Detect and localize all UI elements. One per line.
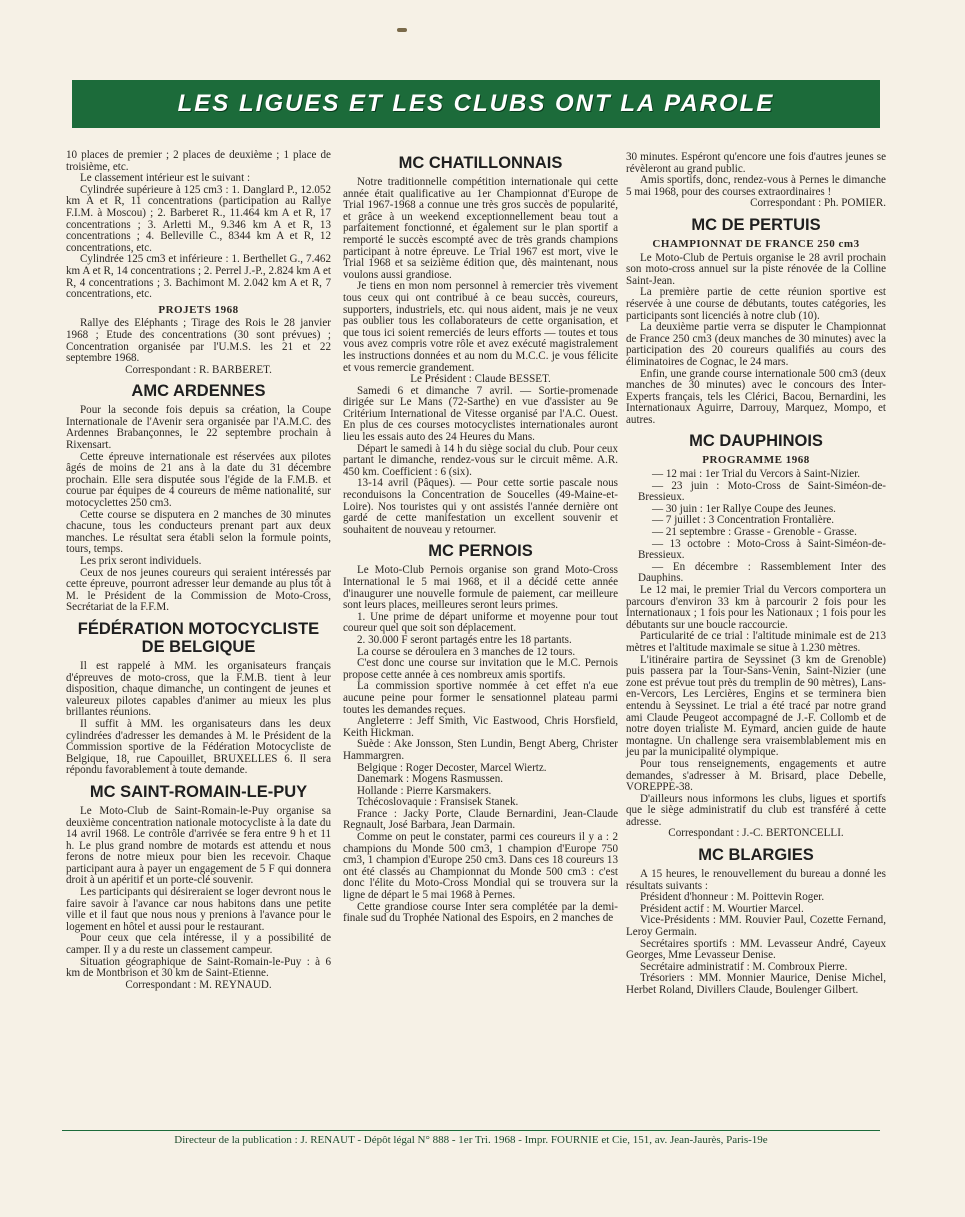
paragraph: Le Moto-Club de Pertuis organise le 28 avril prochain son moto-cross annuel sur la piste rénovée de la Colline Saint-Jean.: [626, 251, 886, 287]
paragraph: L'itinéraire partira de Seyssinet (3 km de Grenoble) puis passera par la Tour-Sans-Venin, Saint-Nizier (une zone est prévue tout près du tremplin de 90 mètres), Lans-en-Vercors, Les Lercières, Engins et se terminera bien entendu à Seyssinet. Le trial a été tracé par notre grand ami Claude Peugeot accompagné de J.-F. Collomb et de notre doyen trialiste M. Eymard, ancien guide de haute montagne. Un challenge sera vraisemblablement mis en jeu par la municipalité olympique.: [626, 653, 886, 759]
paragraph: Cylindrée supérieure à 125 cm3 : 1. Danglard P., 12.052 km A et R, 11 concentrations (participation au Rallye F.I.M. à Moscou) ; 2. Barberet R., 11.464 km A et R, 17 concentrations ; 3. Arletti M., 9.346 km A et R, 13 concentrations ; 4. Belleville C., 8344 km A et R, 12 concentrations, etc.: [66, 183, 331, 254]
rider-list-item: Danemark : Mogens Rasmussen.: [357, 773, 504, 786]
paragraph: 1. Une prime de départ uniforme et moyenne pour tout coureur quel que soit son déplacement.: [343, 610, 618, 635]
paragraph: La première partie de cette réunion sportive est réservée à une course de débutants, toutes catégories, les participants sont licenciés à notre club (10).: [626, 286, 886, 322]
paragraph: Cylindrée 125 cm3 et inférieure : 1. Berthellet G., 7.462 km A et R, 14 concentrations ; 2. Perrel J.-P., 2.824 km A et R, 4 concentrations ; 3. Bachimont M. 2.042 km A et R, 7 concentrations, etc.: [66, 253, 331, 301]
paragraph: Cette course se disputera en 2 manches de 30 minutes chacune, tous les conducteurs prenant part aux deux manches. Le résultat sera établi selon la formule points, tours, temps.: [66, 508, 331, 556]
paragraph: Je tiens en mon nom personnel à remercier très vivement tous ceux qui ont contribué à ce beau succès, coureurs, supporters, industriels, etc. qui nous aident, mais je ne veux pas oublier tous les collaborateurs de cette organisation, et que tous ici soient remerciés de leurs efforts — toutes et tous vous avez compris votre rôle et avez exécuté magistralement les instructions données et au nom du M.C.C. je vous félicite et vous remercie grandement.: [343, 280, 618, 374]
paragraph: Comme on peut le constater, parmi ces coureurs il y a : 2 champions du Monde 500 cm3, 1 champion d'Europe 750 cm3, 1 champion d'Europe 250 cm3. Dans ces 18 coureurs 13 ont été classés au Championnat du Monde 500 cm3 : c'est donc l'élite du Moto-Cross Mondial qui se trouvera sur la ligne de départ le 5 mai 1968 à Pernes.: [343, 831, 618, 902]
column-right: [626, 152, 886, 997]
paragraph: Cette épreuve internationale est réservées aux pilotes âgés de moins de 21 ans à la date du 31 décembre prochain. Elle sera disputée sous l'égide de la F.M.B. et courue par équipes de 4 coureurs de même nationalité, sur motocyclettes 250 cm3.: [66, 450, 331, 510]
programme-item: — 7 juillet : 3 Concentration Frontalière.: [652, 514, 835, 527]
section-title-pernois: MC PERNOIS: [428, 542, 533, 561]
section-title-ardennes: AMC ARDENNES: [131, 382, 266, 401]
paragraph: Il suffit à MM. les organisateurs dans les deux cylindrées d'adresser les demandes à M. le Président de la Commission sportive de la Fédération Motocycliste de Belgique, 18, rue Capouillet, BRUXELLES 6. Il sera répondu favorablement à toute demande.: [66, 717, 331, 777]
paragraph: Rallye des Eléphants ; Tirage des Rois le 28 janvier 1968 ; Etude des concentrations (30 sont prévues) ; Concentration organisée par l'U.M.S. les 21 et 22 septembre 1968.: [66, 317, 331, 365]
section-title-blargies: MC BLARGIES: [698, 846, 814, 865]
paragraph: Pour tous renseignements, engagements et autre demandes, s'adresser à M. Brisard, place Debelle, VOREPPE-38.: [626, 757, 886, 794]
rider-list-item: Angleterre : Jeff Smith, Vic Eastwood, Chris Horsfield, Keith Hickman.: [343, 715, 618, 739]
paragraph: Vice-Présidents : MM. Rouvier Paul, Cozette Fernand, Leroy Germain.: [626, 914, 886, 939]
correspondent: Correspondant : R. BARBERET.: [125, 363, 272, 376]
section-title-pertuis: MC DE PERTUIS: [691, 215, 821, 234]
paragraph: 13-14 avril (Pâques). — Pour cette sortie pascale nous reconduisons la Concentration de Soucelles (49-Maine-et-Loire). Nos touristes qui y ont assistés l'année dernière ont gardé de cette manifestation un excellent souvenir et souhaitent de nouveau y retourner.: [343, 477, 618, 536]
paragraph: Amis sportifs, donc, rendez-vous à Pernes le dimanche 5 mai 1968, pour des courses extraordinaires !: [626, 174, 886, 198]
rider-list-item: Belgique : Roger Decoster, Marcel Wiertz.: [357, 761, 547, 774]
paragraph: Secrétaire administratif : M. Combroux Pierre.: [640, 960, 848, 973]
paragraph: 2. 30.000 F seront partagés entre les 18 partants.: [357, 633, 572, 646]
rider-list-item: Hollande : Pierre Karsmakers.: [357, 784, 492, 797]
correspondent: Correspondant : J.-C. BERTONCELLI.: [668, 827, 844, 840]
paragraph: La course se déroulera en 3 manches de 12 tours.: [357, 645, 576, 658]
paragraph: Particularité de ce trial : l'altitude minimale est de 213 mètres et l'altitude maximale se situe à 1.230 mètres.: [626, 630, 886, 654]
rider-list-item: France : Jacky Porte, Claude Bernardini, Jean-Claude Regnault, José Barbara, Jean Darmain.: [343, 807, 618, 832]
paragraph: Président d'honneur : M. Poittevin Roger.: [640, 891, 825, 904]
rider-list-item: Suède : Ake Jonsson, Sten Lundin, Bengt Aberg, Christer Hammargren.: [343, 738, 618, 762]
section-title-chatillonnais: MC CHATILLONNAIS: [398, 154, 563, 172]
programme-item: — En décembre : Rassemblement Inter des Dauphins.: [638, 560, 886, 585]
publication-footer: Directeur de la publication : J. RENAUT - Dépôt légal N° 888 - 1er Tri. 1968 - Impr. FOURNIE et Cie, 151, av. Jean-Jaurès, Paris-19e: [62, 1130, 880, 1146]
correspondent: Correspondant : Ph. POMIER.: [750, 197, 886, 210]
paragraph: Le Moto-Club Pernois organise son grand Moto-Cross International le 5 mai 1968, et il a décidé cette année d'inaugurer une nouvelle formule de paiement, car meilleure sont leurs places, meilleures seront leurs primes.: [343, 564, 618, 612]
paragraph: Le 12 mai, le premier Trial du Vercors comportera un parcours d'environ 33 km à parcourir 2 fois pour les Internationaux ; 1 fois pour les Nationaux ; 1 fois pour les débutants sur une boucle raccourcie.: [626, 584, 886, 631]
paragraph: Samedi 6 et dimanche 7 avril. — Sortie-promenade dirigée sur Le Mans (72-Sarthe) en vue d'assister au 9e Critérium International de Vitesse organisé par l'A.C. Ouest. En plus de ces courses motocyclistes internationales auront lieu les essais auto des 24 Heures du Mans.: [343, 384, 618, 444]
paragraph: Le classement intérieur est le suivant :: [80, 172, 251, 185]
paragraph: Il est rappelé à MM. les organisateurs français d'épreuves de moto-cross, que la F.M.B. tient à leur disposition, chaque dimanche, un contingent de jeunes et valeureux pilotes capables d'animer au mieux les plus brillantes réunions.: [66, 659, 331, 719]
programme-item: — 21 septembre : Grasse - Grenoble - Grasse.: [652, 526, 857, 539]
president-signature: Le Président : Claude BESSET.: [410, 373, 551, 386]
paragraph: 10 places de premier ; 2 places de deuxième ; 1 place de troisième, etc.: [66, 149, 331, 173]
paragraph: Enfin, une grande course internationale 500 cm3 (deux manches de 30 minutes) avec le concours des Inter-Experts français, tels les Clérici, Bacou, Bernardini, les Internationaux Aguirre, Darrouy, Marquez, Mompo, et autres.: [626, 367, 886, 426]
paragraph: La deuxième partie verra se disputer le Championnat de France 250 cm3 (deux manches de 30 minutes) avec la participation des 20 coureurs qualifiés au cours des éliminatoires de Cognac, le 24 mars.: [626, 321, 886, 368]
correspondent: Correspondant : M. REYNAUD.: [125, 978, 272, 991]
paragraph: Pour ceux que cela intéresse, il y a possibilité de camper. Il y a du reste un classement campeur.: [66, 932, 331, 957]
programme-item: — 13 octobre : Moto-Cross à Saint-Siméon-de-Bressieux.: [638, 537, 886, 562]
paragraph: D'ailleurs nous informons les clubs, ligues et sportifs que le siège administratif du club est transféré à cette adresse.: [626, 792, 886, 828]
section-title-saint-romain: MC SAINT-ROMAIN-LE-PUY: [89, 782, 308, 801]
banner-title: LES LIGUES ET LES CLUBS ONT LA PAROLE: [177, 90, 775, 117]
section-subtitle: PROGRAMME 1968: [702, 454, 810, 467]
programme-item: — 23 juin : Moto-Cross de Saint-Siméon-de-Bressieux.: [638, 479, 886, 504]
paragraph: Départ le samedi à 14 h du siège social du club. Pour ceux partant le dimanche, rendez-vous sur le circuit même. A.R. 450 km. Coefficient : 6 (six).: [343, 442, 618, 478]
paragraph: 30 minutes. Espéront qu'encore une fois d'autres jeunes se révèleront au grand public.: [626, 151, 886, 175]
paragraph: Cette grandiose course Inter sera complétée par la demi-finale sud du Trophée National des Espoirs, en 2 manches de: [343, 900, 618, 925]
paragraph: Notre traditionnelle compétition internationale qui cette année était qualificative au 1er Championnat d'Europe de Trial 1967-1968 a connue une très gros succès de popularité, et grâce à un weekend exceptionnellement beau tout a parfaitement fonctionné, et également sur le plan sportif a remporté le succès escompté avec de très grands champions participant à notre épreuve. Le Trial 1967 est mort, vive le Trial 1968 et sa seizième édition que, dès maintenant, nous voulons aussi grandiose.: [343, 176, 618, 281]
paragraph: C'est donc une course sur invitation que le M.C. Pernois propose cette année à ces nombreux amis sportifs.: [343, 657, 618, 681]
paragraph: Secrétaires sportifs : MM. Levasseur André, Cayeux Georges, Mme Levasseur Denise.: [626, 937, 886, 962]
programme-item: — 12 mai : 1er Trial du Vercors à Saint-Nizier.: [652, 468, 861, 481]
print-mark: [397, 28, 407, 32]
paragraph: La commission sportive nommée à cet effet n'a eue aucune peine pour former le sensationnel plateau parmi toutes les demandes reçues.: [343, 680, 618, 716]
column-middle: [343, 154, 618, 925]
rider-list-item: Tchécoslovaquie : Fransisek Stanek.: [357, 796, 519, 809]
page-banner: [72, 80, 880, 128]
paragraph: A 15 heures, le renouvellement du bureau a donné les résultats suivants :: [626, 868, 886, 892]
section-subtitle: CHAMPIONNAT DE FRANCE 250 cm3: [652, 237, 860, 250]
paragraph: Les participants qui désireraient se loger devront nous le faire savoir à l'avance car nous habitons dans une petite ville et il faut que nous nous y prenions à l'avance pour le logement en hôtel et aussi pour le restaurant.: [66, 886, 331, 933]
paragraph: Ceux de nos jeunes coureurs qui seraient intéressés par cette épreuve, pourront adresser leur demande au plus tôt à M. le Président de la Commission de Moto-Cross, Secrétariat de la F.F.M.: [66, 566, 331, 614]
paragraph: Trésoriers : MM. Monnier Maurice, Denise Michel, Herbet Roland, Divillers Claude, Boulenger Gilbert.: [626, 972, 886, 996]
section-title-fmb: FÉDÉRATION MOTOCYCLISTE DE BELGIQUE: [77, 619, 320, 656]
section-title-dauphinois: MC DAUPHINOIS: [689, 432, 823, 451]
paragraph: Situation géographique de Saint-Romain-le-Puy : à 6 km de Montbrison et 30 km de Saint-Etienne.: [66, 955, 331, 980]
programme-item: — 30 juin : 1er Rallye Coupe des Jeunes.: [652, 502, 836, 515]
section-subtitle: PROJETS 1968: [158, 303, 239, 316]
paragraph: Pour la seconde fois depuis sa création, la Coupe Internationale de l'Avenir sera organisée par l'A.M.C. des Ardennes Brabançonnes, le 22 septembre prochain à Rixensart.: [66, 404, 331, 452]
paragraph: Président actif : M. Wourtier Marcel.: [640, 902, 804, 915]
column-left: [66, 150, 331, 991]
paragraph: Le Moto-Club de Saint-Romain-le-Puy organise sa deuxième concentration nationale motocycliste à la date du 14 avril 1968. Le contrôle d'arrivée se fera entre 9 h et 11 h. Le plus grand nombre de motards est attendu et nous ferons de notre mieux pour bien les recevoir. Chaque participant aura à payer un engagement de 5 F qui donnera droit à un apéritif et un porte-clé souvenir.: [66, 804, 331, 887]
paragraph: Les prix seront individuels.: [80, 555, 202, 567]
